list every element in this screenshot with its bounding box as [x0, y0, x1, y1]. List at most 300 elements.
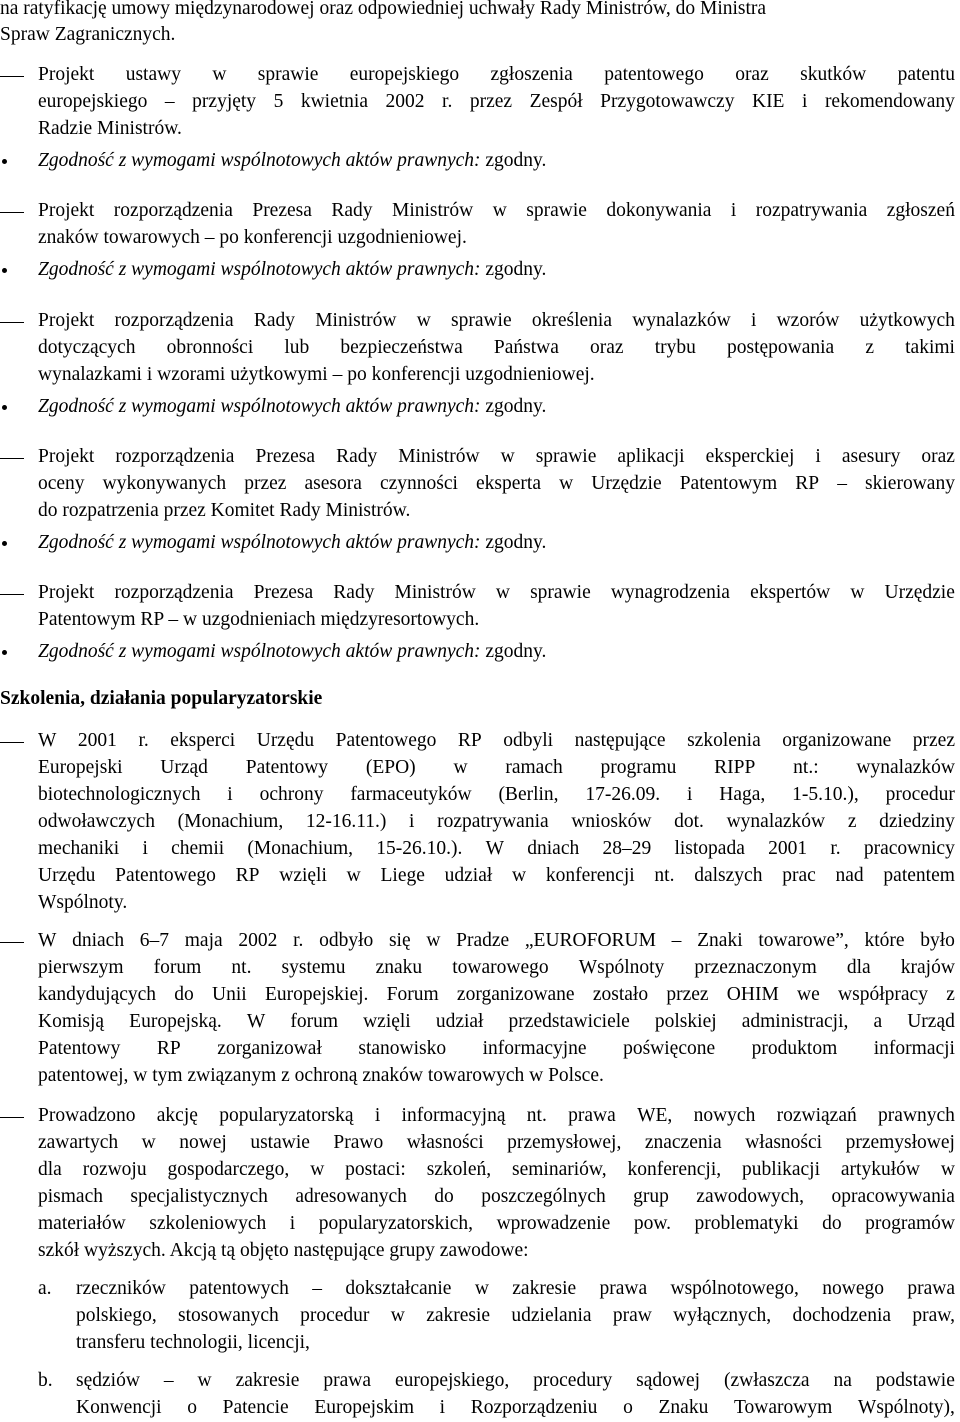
- word: aplikacji: [617, 446, 685, 467]
- word: nowych: [693, 1105, 756, 1126]
- draft-item-line: [38, 62, 955, 88]
- word: postaci:: [345, 1159, 406, 1180]
- word: udzielania: [511, 1305, 592, 1326]
- word: dokształcanie: [345, 1278, 452, 1299]
- training-line: szkół wyższych. Akcją tą objęto następujące grupy zawodowe:: [38, 1240, 529, 1261]
- word: eksperckiej: [705, 446, 795, 467]
- word: Urząd: [160, 757, 208, 778]
- word: prawa: [568, 1105, 616, 1126]
- word: Prezesa: [252, 200, 312, 221]
- word: Komisją: [38, 1011, 105, 1032]
- word: nt.: [654, 865, 675, 886]
- word: konferencji: [545, 865, 635, 886]
- word: Patentowym: [679, 473, 778, 494]
- word: lub: [284, 337, 310, 358]
- word: towarowego: [452, 957, 549, 978]
- word: W: [38, 930, 57, 951]
- word: prawa: [907, 1278, 955, 1299]
- word: akcję: [156, 1105, 198, 1126]
- word: na: [833, 1370, 852, 1391]
- word: r.: [830, 838, 841, 859]
- word: odwoławczych: [38, 811, 155, 832]
- word: zakresie: [426, 1305, 491, 1326]
- word: rozporządzenia: [114, 310, 234, 331]
- group-line: [76, 1303, 955, 1329]
- word: w: [474, 1278, 489, 1299]
- list-marker: a.: [38, 1278, 52, 1299]
- word: dot.: [674, 811, 704, 832]
- word: programów: [865, 1213, 955, 1234]
- training-line: Wspólnoty.: [38, 892, 128, 913]
- word: wzorów: [776, 310, 840, 331]
- word: w: [850, 582, 865, 603]
- word: w: [426, 930, 441, 951]
- word: r.: [138, 730, 149, 751]
- word: polskiej: [654, 1011, 717, 1032]
- word: Państwa: [493, 337, 559, 358]
- word: rzeczników: [76, 1278, 166, 1299]
- word: polskiego,: [76, 1305, 157, 1326]
- word: w: [512, 865, 527, 886]
- word: dziedziny: [879, 811, 955, 832]
- word: konferencji,: [627, 1159, 722, 1180]
- word: rekomendowany: [824, 91, 955, 112]
- bullet-icon: [2, 650, 7, 655]
- word: własności: [406, 1132, 484, 1153]
- word: postępowania: [726, 337, 835, 358]
- dash-marker: [0, 322, 24, 323]
- word: Urzędzie: [884, 582, 955, 603]
- word: poszczególnych: [481, 1186, 606, 1207]
- conformity-label: Zgodność z wymogami wspólnotowych aktów prawnych:: [38, 641, 481, 662]
- word: i: [439, 1397, 446, 1418]
- word: o: [623, 1397, 633, 1418]
- group-line: transferu technologii, licencji,: [76, 1332, 310, 1353]
- dash-marker: [0, 594, 24, 595]
- word: dalszych: [694, 865, 763, 886]
- word: Ministrów: [394, 582, 476, 603]
- draft-item-line: [38, 471, 955, 497]
- word: zorganizowane: [456, 984, 575, 1005]
- word: w: [346, 865, 361, 886]
- word: ekspertów: [750, 582, 831, 603]
- word: Unii: [212, 984, 247, 1005]
- word: wynalazków: [856, 757, 955, 778]
- word: użytkowych: [859, 310, 955, 331]
- word: stanowisko: [358, 1038, 447, 1059]
- word: wspólnotowego,: [670, 1278, 799, 1299]
- word: ustawie: [250, 1132, 310, 1153]
- word: ochrony: [259, 784, 324, 805]
- word: obronności: [166, 337, 254, 358]
- word: przedstawiciele: [508, 1011, 630, 1032]
- training-line: [38, 836, 955, 862]
- draft-item-line: [38, 198, 955, 224]
- word: przez: [912, 730, 955, 751]
- word: zawartych: [38, 1132, 119, 1153]
- word: patentem: [883, 865, 955, 886]
- word: Rady: [336, 446, 378, 467]
- draft-item-line: znaków towarowych – po konferencji uzgodnieniowej.: [38, 227, 467, 248]
- word: rozporządzenia: [115, 446, 235, 467]
- word: zostało: [592, 984, 649, 1005]
- training-line: [38, 1009, 955, 1035]
- draft-item-line: [38, 89, 955, 115]
- word: było: [920, 930, 955, 951]
- word: informacyjną: [401, 1105, 506, 1126]
- word: procedur: [885, 784, 955, 805]
- word: określenia: [531, 310, 612, 331]
- training-line: [38, 1157, 955, 1183]
- word: adresowanych: [295, 1186, 407, 1207]
- word: Konwencji: [76, 1397, 162, 1418]
- word: patentowych: [189, 1278, 289, 1299]
- word: wzięli: [279, 865, 327, 886]
- word: Rady: [331, 200, 373, 221]
- word: nowej: [179, 1132, 227, 1153]
- word: kandydujących: [38, 984, 157, 1005]
- word: 2002: [385, 91, 425, 112]
- word: przyjęty: [192, 91, 257, 112]
- word: europejskiego: [38, 91, 148, 112]
- draft-item-line: Patentowym RP – w uzgodnieniach międzyresortowych.: [38, 609, 480, 630]
- word: Europejskiej.: [264, 984, 369, 1005]
- word: gospodarczego,: [167, 1159, 290, 1180]
- word: i: [686, 784, 693, 805]
- section-heading: Szkolenia, działania popularyzatorskie: [0, 688, 323, 709]
- word: w: [390, 1305, 405, 1326]
- training-line: [38, 782, 955, 808]
- dash-marker: [0, 212, 24, 213]
- word: Projekt: [38, 64, 95, 85]
- draft-item-line: [38, 308, 955, 334]
- word: w: [141, 1132, 156, 1153]
- word: pow.: [633, 1213, 672, 1234]
- word: nt.: [231, 957, 252, 978]
- dash-marker: [0, 458, 24, 459]
- word: organizowane: [782, 730, 892, 751]
- word: dla: [38, 1159, 62, 1180]
- word: wyłącznych,: [673, 1305, 772, 1326]
- word: które: [864, 930, 905, 951]
- word: –: [312, 1278, 322, 1299]
- training-line: [38, 928, 955, 954]
- word: czynności: [379, 473, 458, 494]
- word: w: [212, 64, 227, 85]
- word: zawodowych,: [696, 1186, 805, 1207]
- word: w: [495, 582, 510, 603]
- word: „EUROFORUM: [524, 930, 656, 951]
- word: Urzędu: [38, 865, 96, 886]
- word: chemii: [171, 838, 225, 859]
- word: dniach: [527, 838, 580, 859]
- word: oraz: [735, 64, 769, 85]
- word: zgłoszenia: [490, 64, 573, 85]
- word: europejskiego: [349, 64, 460, 85]
- draft-item-line: Radzie Ministrów.: [38, 118, 182, 139]
- word: (zwłaszcza: [724, 1370, 810, 1391]
- word: przez: [666, 984, 709, 1005]
- word: RP: [457, 730, 482, 751]
- word: (Berlin,: [498, 784, 559, 805]
- word: oraz: [921, 446, 955, 467]
- word: i: [142, 838, 148, 859]
- word: seminariów,: [512, 1159, 607, 1180]
- word: problematyki: [694, 1213, 799, 1234]
- word: Rady: [253, 310, 296, 331]
- word: i: [289, 1213, 296, 1234]
- word: bezpieczeństwa: [340, 337, 463, 358]
- intro-line: na ratyfikację umowy międzynarodowej oraz odpowiedniej uchwały Rady Ministrów, do Ministra: [0, 0, 767, 19]
- word: 12-16.11.): [305, 811, 387, 832]
- word: sprawie: [530, 582, 591, 603]
- word: popularyzatorskich,: [318, 1213, 474, 1234]
- word: i: [730, 200, 737, 221]
- word: się: [388, 930, 411, 951]
- word: 17-26.09.: [585, 784, 661, 805]
- word: rozpatrywania: [437, 811, 549, 832]
- word: Europejski: [38, 757, 123, 778]
- word: europejskiego,: [394, 1370, 510, 1391]
- word: i: [374, 1105, 381, 1126]
- training-line: [38, 1036, 955, 1062]
- word: eksperci: [170, 730, 236, 751]
- training-line: [38, 1184, 955, 1210]
- word: dotyczących: [38, 337, 136, 358]
- word: do: [434, 1186, 454, 1207]
- training-line: [38, 755, 955, 781]
- word: Projekt: [38, 200, 95, 221]
- word: Projekt: [38, 310, 95, 331]
- word: rozpatrywania: [755, 200, 868, 221]
- word: (EPO): [365, 757, 416, 778]
- word: informacyjne: [482, 1038, 587, 1059]
- word: produktom: [751, 1038, 838, 1059]
- word: nowego: [822, 1278, 884, 1299]
- list-marker: b.: [38, 1370, 53, 1391]
- conformity-note: [38, 148, 546, 174]
- conformity-label: Zgodność z wymogami wspólnotowych aktów prawnych:: [38, 532, 481, 553]
- word: Prezesa: [255, 446, 316, 467]
- word: programu: [600, 757, 677, 778]
- word: grup: [633, 1186, 669, 1207]
- word: z: [847, 811, 857, 832]
- bullet-icon: [2, 268, 7, 273]
- word: Europejską.: [129, 1011, 222, 1032]
- word: szkoleniowych: [149, 1213, 267, 1234]
- word: 2001: [768, 838, 808, 859]
- word: odbyło: [319, 930, 374, 951]
- word: wprowadzenie: [496, 1213, 611, 1234]
- training-line: [38, 728, 955, 754]
- word: do: [822, 1213, 842, 1234]
- word: przemysłowej,: [507, 1132, 622, 1153]
- word: materiałów: [38, 1213, 126, 1234]
- word: Znaku: [658, 1397, 709, 1418]
- word: Zespół: [529, 91, 583, 112]
- draft-item-line: [38, 335, 955, 361]
- word: –: [164, 91, 175, 112]
- word: takimi: [905, 337, 955, 358]
- word: RP: [156, 1038, 181, 1059]
- word: mechaniki: [38, 838, 120, 859]
- word: rozwoju: [82, 1159, 147, 1180]
- word: patentowego: [604, 64, 704, 85]
- word: Wspólnoty),: [857, 1397, 955, 1418]
- word: odbyli: [503, 730, 554, 751]
- word: administracji,: [741, 1011, 849, 1032]
- word: współpracy: [838, 984, 928, 1005]
- group-line: [76, 1395, 955, 1421]
- conformity-note: [38, 394, 546, 420]
- word: 5: [273, 91, 284, 112]
- word: wynalazków: [726, 811, 826, 832]
- training-line: [38, 1211, 955, 1237]
- word: 6–7: [139, 930, 170, 951]
- word: Patencie: [222, 1397, 289, 1418]
- word: sędziów: [76, 1370, 140, 1391]
- word: maja: [184, 930, 223, 951]
- word: w: [940, 1159, 955, 1180]
- word: Pradze: [456, 930, 510, 951]
- word: asesury: [841, 446, 901, 467]
- word: Towarowym: [733, 1397, 833, 1418]
- training-line: [38, 982, 955, 1008]
- word: biotechnologicznych: [38, 784, 201, 805]
- conformity-value: zgodny.: [480, 396, 547, 417]
- dash-marker: [0, 742, 24, 743]
- word: praw: [612, 1305, 652, 1326]
- bullet-icon: [2, 405, 7, 410]
- word: pismach: [38, 1186, 103, 1207]
- word: Patentowego: [115, 865, 216, 886]
- word: Patentowego: [335, 730, 437, 751]
- group-line: [76, 1368, 955, 1394]
- word: Forum: [386, 984, 439, 1005]
- word: sprawie: [526, 200, 587, 221]
- word: RP: [235, 865, 260, 886]
- word: W: [38, 730, 57, 751]
- word: kwietnia: [300, 91, 368, 112]
- word: Europejskim: [314, 1397, 414, 1418]
- word: KIE: [751, 91, 785, 112]
- word: przemysłowej: [845, 1132, 955, 1153]
- word: sprawie: [450, 310, 512, 331]
- word: r.: [293, 930, 304, 951]
- word: Ministrów: [391, 200, 474, 221]
- training-line: [38, 863, 955, 889]
- word: wynagrodzenia: [610, 582, 730, 603]
- word: Patentowy: [245, 757, 329, 778]
- word: W: [246, 1011, 266, 1032]
- word: następujące: [574, 730, 666, 751]
- word: i: [815, 446, 821, 467]
- word: Rozporządzeniu: [470, 1397, 598, 1418]
- group-line: [76, 1276, 955, 1302]
- word: RP: [795, 473, 820, 494]
- word: w: [559, 473, 574, 494]
- word: w: [500, 446, 515, 467]
- word: Urzędzie: [591, 473, 662, 494]
- word: i: [227, 784, 233, 805]
- conformity-label: Zgodność z wymogami wspólnotowych aktów prawnych:: [38, 259, 481, 280]
- word: z: [946, 984, 955, 1005]
- word: szkolenia: [687, 730, 761, 751]
- word: Wspólnoty: [578, 957, 665, 978]
- word: Ministrów: [398, 446, 480, 467]
- conformity-note: [38, 257, 546, 283]
- word: Projekt: [38, 582, 95, 603]
- word: RIPP: [714, 757, 756, 778]
- word: praw,: [912, 1305, 955, 1326]
- word: –: [163, 1370, 174, 1391]
- training-line: [38, 1130, 955, 1156]
- word: listopada: [674, 838, 745, 859]
- draft-item-line: wynalazkami i wzorami użytkowymi – po konferencji uzgodnieniowej.: [38, 364, 595, 385]
- word: W: [485, 838, 505, 859]
- word: towarowe”,: [758, 930, 849, 951]
- word: dochodzenia: [792, 1305, 892, 1326]
- word: 2001: [77, 730, 117, 751]
- training-line: [38, 955, 955, 981]
- word: we: [797, 984, 820, 1005]
- word: Haga,: [719, 784, 766, 805]
- word: sprawie: [535, 446, 597, 467]
- word: pracownicy: [863, 838, 955, 859]
- word: –: [837, 473, 847, 494]
- dash-marker: [0, 942, 24, 943]
- word: w: [453, 757, 468, 778]
- word: szkoleń,: [426, 1159, 492, 1180]
- word: prawnych: [878, 1105, 955, 1126]
- word: trybu: [654, 337, 696, 358]
- conformity-value: zgodny.: [480, 532, 547, 553]
- word: znaku: [375, 957, 423, 978]
- word: i: [409, 811, 415, 832]
- word: wykonywanych: [102, 473, 227, 494]
- word: Urząd: [907, 1011, 955, 1032]
- word: w: [197, 1370, 212, 1391]
- word: rozwiązań: [776, 1105, 857, 1126]
- word: opracowywania: [831, 1186, 955, 1207]
- word: Prowadzono: [38, 1105, 136, 1126]
- word: 28–29: [602, 838, 652, 859]
- word: poświęcone: [623, 1038, 716, 1059]
- word: Prezesa: [253, 582, 314, 603]
- word: r.: [442, 91, 453, 112]
- word: patentu: [897, 64, 955, 85]
- word: w: [416, 310, 431, 331]
- conformity-note: [38, 639, 546, 665]
- word: Znaki: [697, 930, 743, 951]
- word: asesora: [304, 473, 362, 494]
- word: eksperta: [476, 473, 541, 494]
- word: procedur: [300, 1305, 370, 1326]
- word: ustawy: [125, 64, 181, 85]
- word: specjalistycznych: [130, 1186, 268, 1207]
- word: Patentowy: [38, 1038, 121, 1059]
- word: wniosków: [571, 811, 652, 832]
- conformity-label: Zgodność z wymogami wspólnotowych aktów prawnych:: [38, 396, 481, 417]
- word: ramach: [505, 757, 563, 778]
- word: Rady: [333, 582, 375, 603]
- word: własności: [745, 1132, 823, 1153]
- word: dniach: [72, 930, 125, 951]
- word: udział: [444, 865, 493, 886]
- word: systemu: [281, 957, 346, 978]
- draft-item-line: [38, 444, 955, 470]
- word: w: [310, 1159, 325, 1180]
